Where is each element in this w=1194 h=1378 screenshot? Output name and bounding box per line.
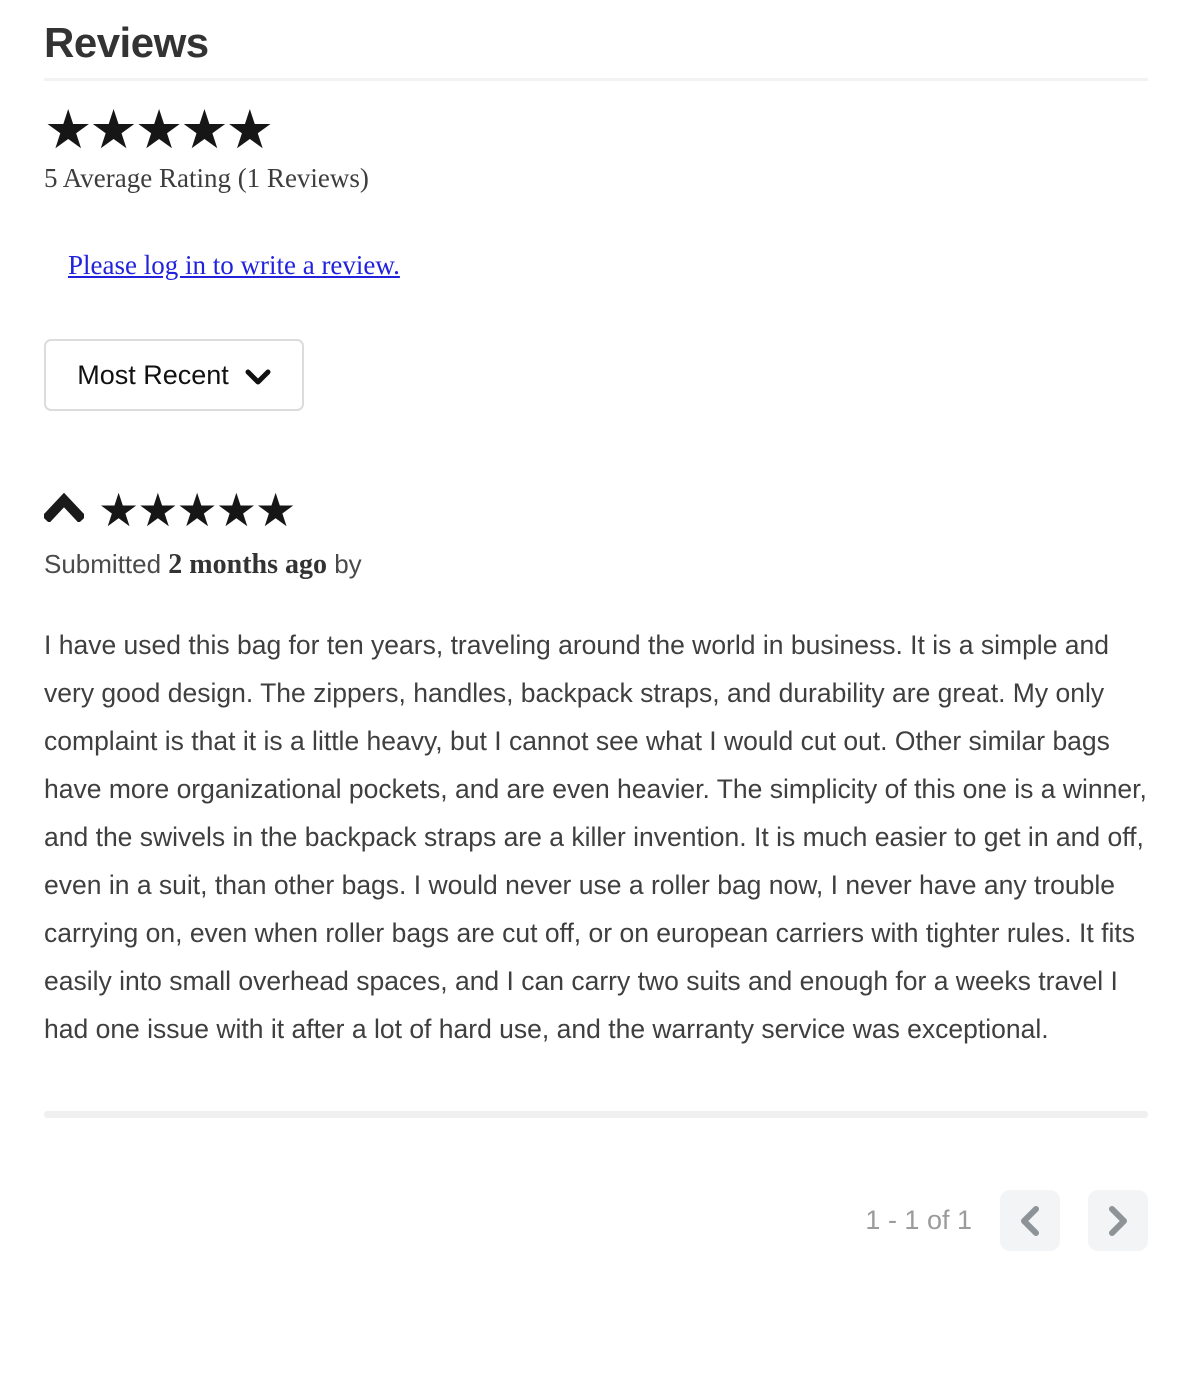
average-rating-caption: 5 Average Rating (1 Reviews)	[44, 163, 369, 194]
title-divider	[44, 78, 1148, 81]
pagination-bar	[44, 1190, 1148, 1251]
average-rating-stars: ★★★★★	[44, 98, 272, 162]
review-submitted-line	[44, 549, 1148, 581]
sort-dropdown-value: Most Recent	[77, 359, 229, 390]
review-rating-stars: ★★★★★	[98, 483, 295, 538]
review-body-text: I have used this bag for ten years, traveling around the world in business. It is a simple and very good design. The zippers, handles, backpack straps, and durability are great. My only complaint is that it is a little heavy, but I cannot see what I would cut out. Other similar bags have more organizational pockets, and are even heavier. The simplicity of this one is a winner, and the swivels in the backpack straps are a killer invention. It is much easier to get in and off, even in a suit, than other bags. I would never use a roller bag now, I never have any trouble carrying on, even when roller bags are cut off, or on european carriers with tighter rules. It fits easily into small overhead spaces, and I can carry two suits and enough for a weeks travel I had one issue with it after a lot of hard use, and the warranty service was exceptional.	[44, 630, 1147, 1045]
page-title: Reviews	[44, 19, 209, 66]
next-page-button[interactable]	[1088, 1190, 1148, 1251]
chevron-up-icon[interactable]	[44, 492, 84, 522]
chevron-down-icon	[245, 368, 271, 386]
previous-page-button[interactable]	[1000, 1190, 1060, 1251]
pagination-range-label: 1 - 1 of 1	[865, 1205, 972, 1236]
login-to-review-link[interactable]: Please log in to write a review.	[68, 250, 400, 281]
review-list-divider	[44, 1111, 1148, 1118]
submitted-date: 2 months ago	[168, 549, 327, 581]
login-prompt-row	[68, 250, 1148, 281]
submitted-suffix: by	[327, 549, 362, 580]
sort-dropdown[interactable]	[44, 339, 304, 411]
chevron-right-icon	[1106, 1205, 1130, 1237]
chevron-left-icon	[1018, 1205, 1042, 1237]
review-header	[44, 483, 1148, 538]
submitted-prefix: Submitted	[44, 549, 169, 580]
